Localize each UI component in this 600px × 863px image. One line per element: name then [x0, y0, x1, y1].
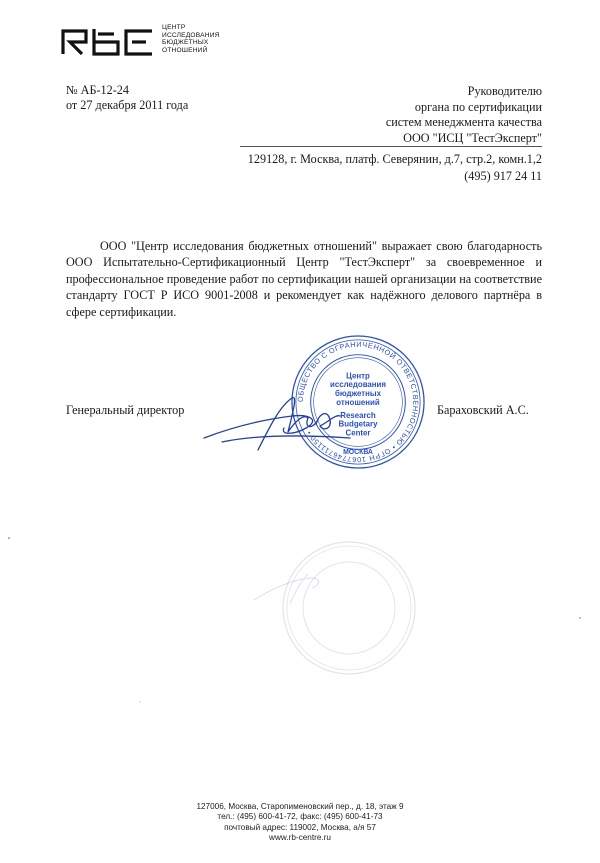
reference-date: от 27 декабря 2011 года: [66, 97, 189, 112]
seal-center-line: Центр: [346, 371, 370, 381]
logo-line: ЦЕНТР: [162, 24, 186, 31]
addressee-line: ООО "ИСЦ "ТестЭксперт": [403, 130, 542, 145]
reference-block: [66, 83, 188, 112]
seal-english-line: Center: [345, 428, 371, 438]
logo-line: ИССЛЕДОВАНИЯ: [162, 31, 220, 39]
signature: [200, 376, 370, 466]
footer-line: 127006, Москва, Старопименовский пер., д. 18, этаж 9: [196, 802, 404, 811]
footer: [0, 802, 600, 844]
rbc-logo-mark: [60, 26, 160, 56]
footer-website: www.rb-centre.ru: [269, 833, 331, 843]
company-logo: [60, 22, 220, 64]
footer-line: тел.: (495) 600-41-72, факс: (495) 600-41-73: [217, 812, 383, 822]
signatory-title: Генеральный директор: [66, 403, 185, 417]
logo-line: БЮДЖЕТНЫХ: [162, 39, 209, 47]
seal-center-line: отношений: [336, 397, 380, 407]
signatory-name: Бараховский А.С.: [437, 403, 529, 417]
addressee-line: органа по сертификации: [414, 99, 542, 114]
reference-number: № АБ-12-24: [66, 83, 129, 97]
postal-block: [248, 151, 542, 185]
addressee-line: систем менеджмента качества: [385, 115, 542, 129]
letter-body: ООО "Центр исследования бюджетных отношений" выражает свою благодарность ООО Испытательно-Сертификационный Центр "ТестЭксперт" за своевременное и профессиональное проведение работ по сертификации нашей организации на соответствие стандарту ГОСТ Р ИСО 9001-2008 и рекомендует как надёжного делового партнёра в сфере сертификации.: [66, 239, 542, 319]
postal-address: 129128, г. Москва, платф. Северянин, д.7, стр.2, комн.1,2: [247, 152, 542, 166]
logo-line: ОТНОШЕНИЙ: [162, 46, 208, 54]
addressee-block: [386, 84, 542, 146]
signature-bleedthrough: [250, 560, 340, 610]
seal-ring-text: ОБЩЕСТВО С ОГРАНИЧЕННОЙ ОТВЕТСТВЕННОСТЬЮ • ОГРН 1067746711150 •: [295, 339, 421, 465]
postal-phone: (495) 917 24 11: [464, 169, 542, 183]
seal-english-line: Budgetary: [338, 419, 378, 429]
divider-line: [240, 146, 542, 147]
seal-city: МОСКВА: [343, 449, 373, 457]
seal-english-line: Research: [340, 410, 376, 420]
seal-center-line: исследования: [330, 380, 386, 390]
footer-line: почтовый адрес: 119002, Москва, а/я 57: [224, 822, 376, 832]
logo-text: [162, 24, 220, 54]
seal-center-line: бюджетных: [335, 389, 381, 399]
addressee-line: Руководителю: [467, 84, 542, 98]
